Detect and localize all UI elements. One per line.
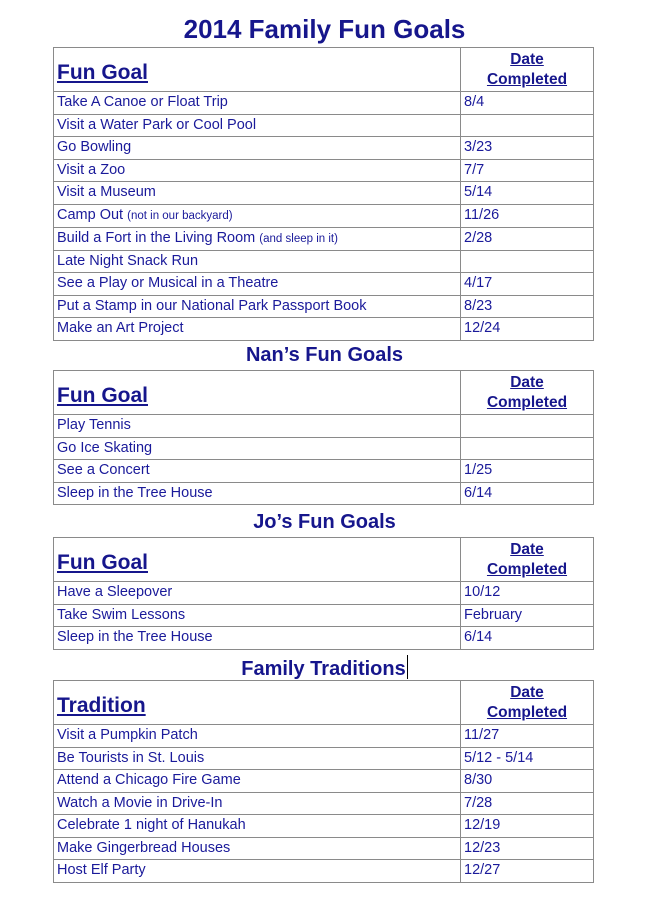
goal-cell (54, 295, 461, 318)
jo-goals-table (53, 537, 594, 650)
family-goals-table (53, 47, 594, 341)
page-title: 2014 Family Fun Goals (183, 14, 466, 44)
goal-cell (54, 273, 461, 296)
date-cell: 7/28 (461, 792, 594, 815)
traditions-title-text: Family Traditions (241, 658, 406, 680)
table-row (54, 582, 594, 605)
goal-cell: Go Ice Skating (54, 437, 461, 460)
table-row (54, 182, 594, 205)
date-cell: 2/28 (461, 227, 594, 250)
column-header-date-line2: Completed (486, 560, 568, 578)
tradition-cell: Be Tourists in St. Louis (54, 747, 461, 770)
goal-note: (not in our backyard) (127, 209, 233, 222)
table-row (54, 415, 594, 438)
column-header-date-line2: Completed (486, 703, 568, 721)
text-cursor (407, 655, 408, 679)
goal-cell (54, 318, 461, 341)
traditions-table (53, 680, 594, 883)
table-row (54, 204, 594, 227)
column-header-goal: Fun Goal (54, 48, 461, 92)
goal-text: Camp Out (57, 206, 124, 223)
tradition-cell: Attend a Chicago Fire Game (54, 770, 461, 793)
tradition-cell: Visit a Pumpkin Patch (54, 725, 461, 748)
date-cell: 12/23 (461, 837, 594, 860)
date-cell: 12/24 (461, 318, 594, 341)
date-cell: 4/17 (461, 273, 594, 296)
goal-text: Visit a Water Park or Cool Pool (57, 116, 257, 133)
column-header-tradition: Tradition (54, 681, 461, 725)
table-row (54, 747, 594, 770)
table-row (54, 482, 594, 505)
table-row (54, 437, 594, 460)
goal-cell: Take Swim Lessons (54, 604, 461, 627)
goal-cell (54, 114, 461, 137)
table-row (54, 725, 594, 748)
goal-cell: Sleep in the Tree House (54, 482, 461, 505)
nan-goals-table (53, 370, 594, 505)
table-row (54, 114, 594, 137)
goal-cell (54, 92, 461, 115)
date-cell: 6/14 (461, 627, 594, 650)
goal-text: Visit a Zoo (57, 161, 126, 178)
table-row (54, 627, 594, 650)
date-cell: 6/14 (461, 482, 594, 505)
goal-cell (54, 182, 461, 205)
tradition-cell: Make Gingerbread Houses (54, 837, 461, 860)
table-row (54, 318, 594, 341)
date-cell: 11/26 (461, 204, 594, 227)
table-row (54, 604, 594, 627)
table-header-row (54, 371, 594, 415)
table-row (54, 227, 594, 250)
traditions-section-title (0, 655, 649, 681)
column-header-date-line1: Date (510, 683, 544, 701)
column-header-goal: Fun Goal (54, 538, 461, 582)
column-header-date (461, 538, 594, 582)
date-cell: 8/4 (461, 92, 594, 115)
date-cell: February (461, 604, 594, 627)
column-header-date (461, 48, 594, 92)
goal-text: Go Bowling (57, 139, 132, 156)
goal-text: Take A Canoe or Float Trip (57, 94, 228, 111)
goal-cell: See a Concert (54, 460, 461, 483)
table-row (54, 250, 594, 273)
date-cell: 8/23 (461, 295, 594, 318)
table-row (54, 815, 594, 838)
date-cell: 11/27 (461, 725, 594, 748)
goal-note: (and sleep in it) (259, 232, 338, 245)
jo-section-title: Jo’s Fun Goals (253, 511, 396, 533)
column-header-date (461, 681, 594, 725)
nan-section-title: Nan’s Fun Goals (245, 344, 404, 366)
table-row (54, 295, 594, 318)
goal-text: Make an Art Project (57, 320, 184, 337)
goal-cell: Sleep in the Tree House (54, 627, 461, 650)
goal-text: Late Night Snack Run (57, 252, 199, 269)
date-cell (461, 437, 594, 460)
column-header-date-line1: Date (510, 373, 544, 391)
tradition-cell: Watch a Movie in Drive-In (54, 792, 461, 815)
goal-cell (54, 227, 461, 250)
goal-cell: Play Tennis (54, 415, 461, 438)
table-row (54, 273, 594, 296)
table-header-row (54, 538, 594, 582)
column-header-date-line2: Completed (486, 70, 568, 88)
date-cell: 10/12 (461, 582, 594, 605)
goal-cell (54, 159, 461, 182)
date-cell: 5/14 (461, 182, 594, 205)
table-row (54, 860, 594, 883)
table-header-row (54, 681, 594, 725)
date-cell (461, 114, 594, 137)
table-row (54, 770, 594, 793)
table-row (54, 792, 594, 815)
goal-text: Build a Fort in the Living Room (57, 229, 256, 246)
table-row (54, 92, 594, 115)
table-row (54, 460, 594, 483)
goal-cell (54, 250, 461, 273)
table-row (54, 137, 594, 160)
goal-text: See a Play or Musical in a Theatre (57, 275, 279, 292)
date-cell: 1/25 (461, 460, 594, 483)
date-cell: 8/30 (461, 770, 594, 793)
date-cell: 7/7 (461, 159, 594, 182)
column-header-date-line1: Date (510, 50, 544, 68)
table-row (54, 837, 594, 860)
goal-text: Put a Stamp in our National Park Passport Book (57, 297, 367, 314)
date-cell: 12/27 (461, 860, 594, 883)
column-header-date-line1: Date (510, 540, 544, 558)
tradition-cell: Host Elf Party (54, 860, 461, 883)
tradition-cell: Celebrate 1 night of Hanukah (54, 815, 461, 838)
date-cell: 3/23 (461, 137, 594, 160)
date-cell (461, 250, 594, 273)
date-cell: 5/12 - 5/14 (461, 747, 594, 770)
date-cell (461, 415, 594, 438)
table-row (54, 159, 594, 182)
goal-cell (54, 204, 461, 227)
column-header-goal: Fun Goal (54, 371, 461, 415)
column-header-date (461, 371, 594, 415)
goal-text: Visit a Museum (57, 184, 156, 201)
goal-cell (54, 137, 461, 160)
goal-cell: Have a Sleepover (54, 582, 461, 605)
date-cell: 12/19 (461, 815, 594, 838)
column-header-date-line2: Completed (486, 393, 568, 411)
table-header-row (54, 48, 594, 92)
